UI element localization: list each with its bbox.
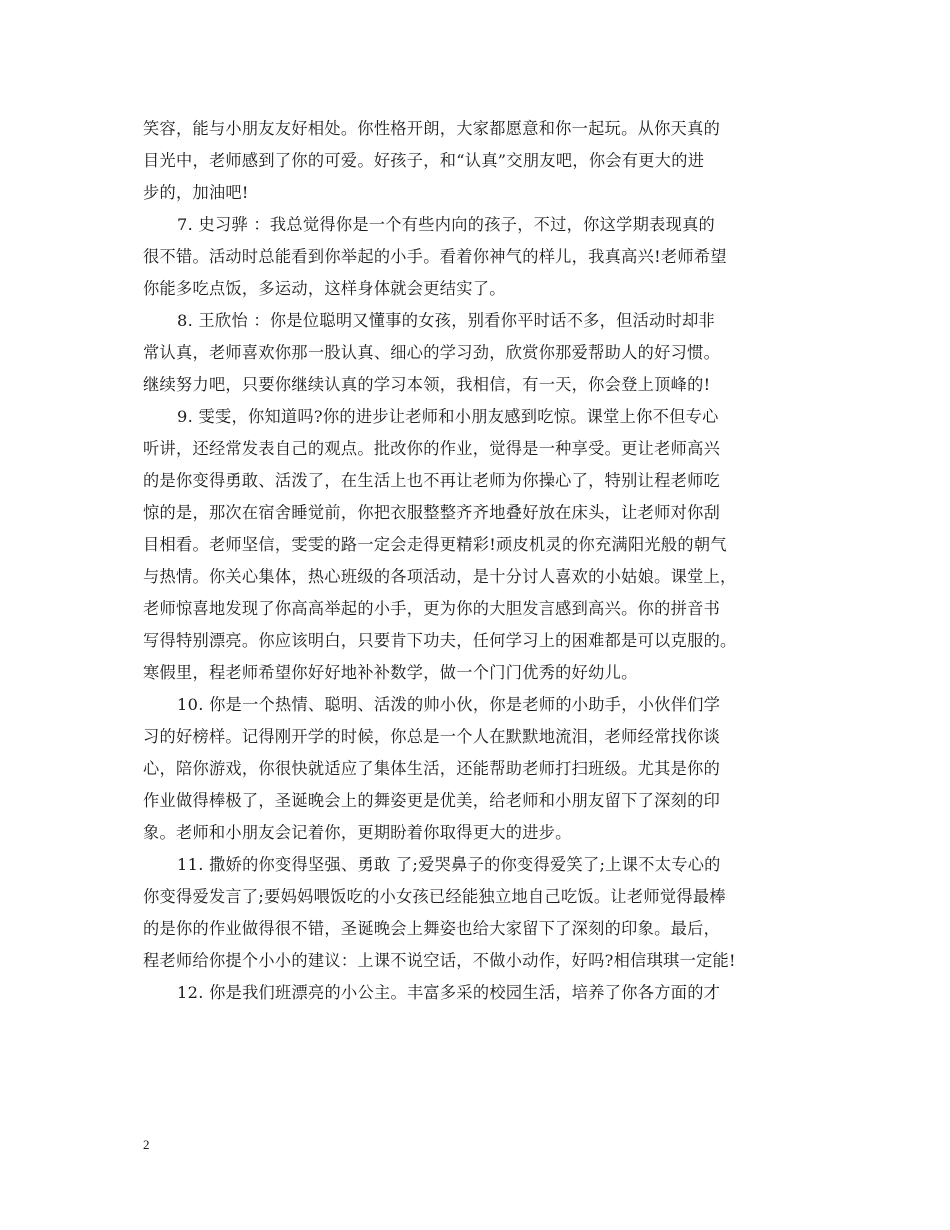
paragraph-start-line: 11. 撒娇的你变得坚强、勇敢 了;爱哭鼻子的你变得爱笑了;上课不太专心的 (177, 855, 721, 874)
text-line: 写得特别漂亮。你应该明白，只要肯下功夫，任何学习上的困难都是可以克服的。 (143, 631, 737, 650)
text-line: 继续努力吧，只要你继续认真的学习本领，我相信，有一天，你会登上顶峰的! (143, 375, 711, 394)
text-line: 笑容，能与小朋友友好相处。你性格开朗，大家都愿意和你一起玩。从你天真的 (143, 119, 721, 138)
text-line: 习的好榜样。记得刚开学的时候，你总是一个人在默默地流泪，老师经常找你谈 (143, 727, 721, 746)
text-line: 老师惊喜地发现了你高高举起的小手，更为你的大胆发言感到高兴。你的拼音书 (143, 599, 721, 618)
text-line: 寒假里，程老师希望你好好地补补数学，做一个门门优秀的好幼儿。 (143, 663, 638, 682)
text-line: 你变得爱发言了;要妈妈喂饭吃的小女孩已经能独立地自己吃饭。让老师觉得最棒 (143, 887, 726, 906)
text-line: 与热情。你关心集体，热心班级的各项活动，是十分讨人喜欢的小姑娘。课堂上， (143, 567, 737, 586)
text-line: 的是你的作业做得很不错，圣诞晚会上舞姿也给大家留下了深刻的印象。最后， (143, 919, 721, 938)
paragraph-start-line: 9. 雯雯，你知道吗?你的进步让老师和小朋友感到吃惊。课堂上你不但专心 (177, 407, 719, 426)
text-line: 目光中，老师感到了你的可爱。好孩子，和“认真”交朋友吧，你会有更大的进 (143, 151, 705, 170)
text-line: 你能多吃点饭，多运动，这样身体就会更结实了。 (143, 279, 506, 298)
text-line: 很不错。活动时总能看到你举起的小手。看着你神气的样儿，我真高兴!老师希望 (143, 247, 727, 266)
text-line: 听讲，还经常发表自己的观点。批改你的作业，觉得是一种享受。更让老师高兴 (143, 439, 721, 458)
paragraph-start-line: 7. 史习骅 ：我总觉得你是一个有些内向的孩子，不过，你这学期表现真的 (177, 215, 716, 234)
paragraph-start-line: 10. 你是一个热情、聪明、活泼的帅小伙，你是老师的小助手，小伙伴们学 (177, 695, 721, 714)
text-line: 程老师给你提个小小的建议：上课不说空话，不做小动作，好吗?相信琪琪一定能! (143, 951, 736, 970)
document-body (143, 113, 823, 1009)
text-line: 的是你变得勇敢、活泼了，在生活上也不再让老师为你操心了，特别让程老师吃 (143, 471, 721, 490)
text-line: 目相看。老师坚信，雯雯的路一定会走得更精彩!顽皮机灵的你充满阳光般的朝气 (143, 535, 727, 554)
paragraph-start-line: 12. 你是我们班漂亮的小公主。丰富多采的校园生活，培养了你各方面的才 (177, 983, 721, 1002)
text-line: 步的，加油吧! (143, 183, 249, 202)
text-line: 心，陪你游戏，你很快就适应了集体生活，还能帮助老师打扫班级。尤其是你的 (143, 759, 721, 778)
paragraph-start-line: 8. 王欣怡 ：你是位聪明又懂事的女孩，别看你平时话不多，但活动时却非 (177, 311, 716, 330)
text-line: 惊的是，那次在宿舍睡觉前，你把衣服整整齐齐地叠好放在床头，让老师对你刮 (143, 503, 721, 522)
text-line: 常认真，老师喜欢你那一股认真、细心的学习劲，欣赏你那爱帮助人的好习惯。 (143, 343, 721, 362)
page-number: 2 (143, 1137, 150, 1152)
text-line: 象。老师和小朋友会记着你，更期盼着你取得更大的进步。 (143, 823, 572, 842)
text-line: 作业做得棒极了，圣诞晚会上的舞姿更是优美，给老师和小朋友留下了深刻的印 (143, 791, 721, 810)
